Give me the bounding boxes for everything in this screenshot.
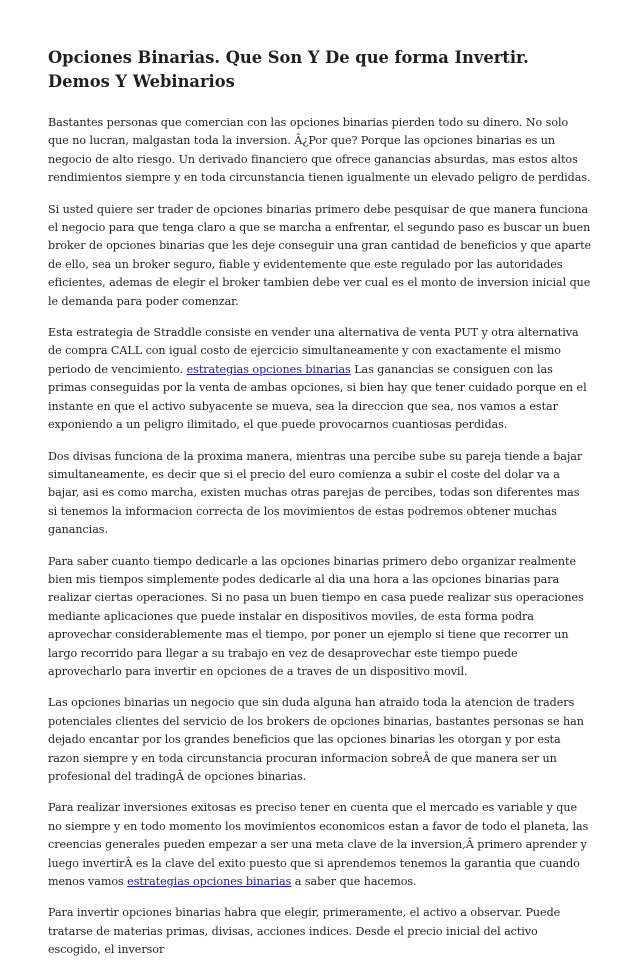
paragraph-8: Para invertir opciones binarias habra que elegir, primeramente, el activo a observar. Puede tratarse de materias primas, divisas, acciones indices. Desde el precio inicial del activo escogido, el inversor <box>48 906 561 957</box>
paragraph-7 <box>48 799 592 891</box>
paragraph-3-text-after: Las ganancias se consiguen con las primas conseguidas por la venta de ambas opciones, si bien hay que tener cuidado porque en el instante en que el activo subyacente se mueva, sea la direccion que sea, nos vamos a estar exponiendo a un peligro ilimitado, el que puede provocarnos cuantiosas perdidas. <box>48 362 587 432</box>
strategy-link-2[interactable]: estrategias opciones binarias <box>127 875 292 889</box>
paragraph-3 <box>48 324 592 434</box>
paragraph-5: Para saber cuanto tiempo dedicarle a las opciones binarias primero debo organizar realmente bien mis tiempos simplemente podes dedicarle al dia una hora a las opciones binarias para realizar ciertas operaciones. Si no pasa un buen tiempo en casa puede realizar sus operaciones mediante aplicaciones que puede instalar en dispositivos moviles, de esta forma podra aprovechar considerablemente mas el tiempo, por poner un ejemplo si tiene que recorrer un largo recorrido para llegar a su trabajo en vez de desaprovechar este tiempo puede aprovecharlo para invertir en opciones de a traves de un dispositivo movil. <box>48 554 584 678</box>
paragraph-7-text-before: Para realizar inversiones exitosas es preciso tener en cuenta que el mercado es variable y que no siempre y en todo momento los movimientos economicos estan a favor de todo el planeta, las creencias generales pueden empezar a ser una meta clave de la inversion,Â primero aprender y luego invertirÂ es la clave del exito puesto que si aprendemos tenemos la garantia que cuando menos vamos <box>48 801 589 889</box>
paragraph-2: Si usted quiere ser trader de opciones binarias primero debe pesquisar de que manera funciona el negocio para que tenga claro a que se marcha a enfrentar, el segundo paso es buscar un buen broker de opciones binarias que les deje conseguir una gran cantidad de beneficios y que aparte de ello, sea un broker seguro, fiable y evidentemente que este regulado por las autoridades eficientes, ademas de elegir el broker tambien debe ver cual es el monto de inversion inicial que le demanda para poder comenzar. <box>48 202 592 308</box>
strategy-link-1[interactable]: estrategias opciones binarias <box>186 362 351 376</box>
paragraph-6: Las opciones binarias un negocio que sin duda alguna han atraido toda la atencion de traders potenciales clientes del servicio de los brokers de opciones binarias, bastantes personas se han dejado encantar por los grandes beneficios que las opciones binarias les otorgan y por esta razon siempre y en toda circunstancia procuran informacion sobreÂ de que manera ser un profesional del tradingÂ de opciones binarias. <box>48 696 584 783</box>
paragraph-4: Dos divisas funciona de la proxima manera, mientras una percibe sube su pareja tiende a bajar simultaneamente, es decir que si el precio del euro comienza a subir el coste del dolar va a bajar, asi es como marcha, existen muchas otras parejas de percibes, todas son diferentes mas si tenemos la informacion correcta de los movimientos de estas podremos obtener muchas ganancias. <box>48 449 583 537</box>
paragraph-3-text-before: Esta estrategia de Straddle consiste en vender una alternativa de venta PUT y otra alternativa de compra CALL con igual costo de ejercicio simultaneamente y con exactamente el mismo periodo de vencimiento. <box>48 326 579 376</box>
paragraph-1: Bastantes personas que comercian con las opciones binarias pierden todo su dinero. No solo que no lucran, malgastan toda la inversion. Â¿Por que? Porque las opciones binarias es un negocio de alto riesgo. Un derivado financiero que ofrece ganancias absurdas, mas estos altos rendimientos siempre y en toda circunstancia tienen igualmente un elevado peligro de perdidas. <box>48 116 591 185</box>
document-title: Opciones Binarias. Que Son Y De que forma Invertir. Demos Y Webinarios <box>48 48 529 91</box>
paragraph-7-text-after: a saber que hacemos. <box>291 875 417 889</box>
